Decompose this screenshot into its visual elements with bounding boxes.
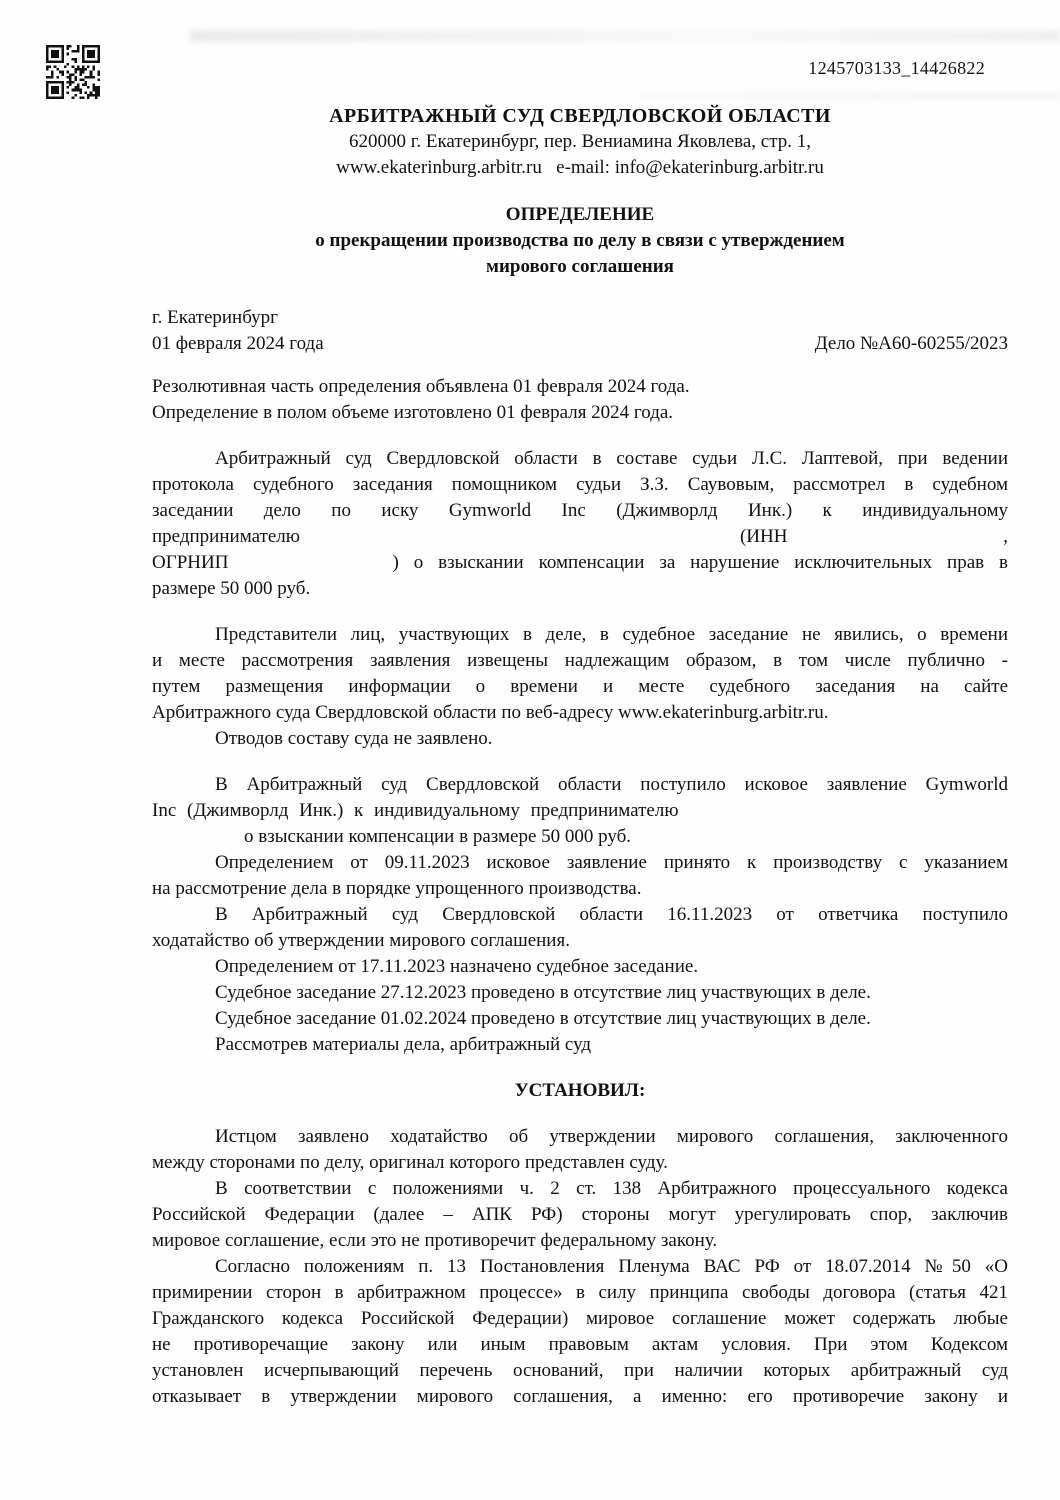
doc-line: Судебное заседание 01.02.2024 проведено в отсутствие лиц участвующих в деле. xyxy=(215,1008,871,1029)
doc-line: Резолютивная часть определения объявлена 01 февраля 2024 года. xyxy=(152,376,690,397)
doc-line: Судебное заседание 27.12.2023 проведено в отсутствие лиц участвующих в деле. xyxy=(215,982,871,1003)
qr-code xyxy=(46,44,100,100)
doc-line: Представители лиц, участвующих в деле, в судебное заседание не явились, о времени xyxy=(215,624,1008,645)
doc-line xyxy=(152,602,1008,622)
case-number: Дело №А60-60255/2023 xyxy=(814,333,1008,354)
date-case-row xyxy=(152,331,1008,357)
doc-line-segment: ОГРНИП xyxy=(152,552,229,573)
doc-line xyxy=(152,752,1008,772)
doc-line: Согласно положениям п. 13 Постановления Пленума ВАС РФ от 18.07.2014 №50 «О xyxy=(215,1256,1008,1277)
doc-line: Арбитражного суда Свердловской области по веб-адресу www.ekaterinburg.arbitr.ru. xyxy=(152,702,829,723)
doc-line: о взыскании компенсации в размере 50 000 руб. xyxy=(244,826,632,847)
doc-line-segment: , xyxy=(1003,526,1008,547)
doc-line: установлен исчерпывающий перечень оснований, при наличии которых арбитражный суд xyxy=(152,1360,1008,1381)
doc-line-segment: (ИНН xyxy=(739,526,788,547)
document-title xyxy=(152,202,1008,280)
letterhead xyxy=(152,103,1008,181)
doc-line: Определение в полом объеме изготовлено 01 февраля 2024 года. xyxy=(152,402,674,423)
doc-line: между сторонами по делу, оригинал которого представлен суду. xyxy=(152,1152,668,1173)
document-body xyxy=(152,374,1008,1410)
doc-line: на рассмотрение дела в порядке упрощенного производства. xyxy=(152,878,642,899)
doc-line: Inc (Джимворлд Инк.) к индивидуальному предпринимателю xyxy=(152,800,679,821)
doc-line: путем размещения информации о времени и месте судебного заседания на сайте xyxy=(152,676,1008,697)
doc-line xyxy=(152,1104,1008,1124)
doc-line: В Арбитражный суд Свердловской области поступило исковое заявление Gymworld xyxy=(215,774,1008,795)
document-number: 1245703133_14426822 xyxy=(808,58,985,78)
doc-line: и месте рассмотрения заявления извещены надлежащим образом, в том числе публично - xyxy=(152,650,1008,671)
doc-line: мировое соглашение, если это не противоречит федеральному закону. xyxy=(152,1230,718,1251)
doc-line: размере 50 000 руб. xyxy=(152,578,311,599)
scan-artifact xyxy=(190,30,1060,42)
doc-line xyxy=(152,524,1008,550)
scan-artifact xyxy=(640,92,1060,100)
doc-line xyxy=(152,426,1008,446)
doc-line: УСТАНОВИЛ: xyxy=(514,1080,646,1101)
court-address: 620000 г. Екатеринбург, пер. Вениамина Яковлева, стр. 1, xyxy=(348,131,812,152)
doc-line: примирении сторон в арбитражном процессе» в силу принципа свободы договора (статья 421 xyxy=(152,1282,1008,1303)
doc-line: ходатайство об утверждении мирового соглашения. xyxy=(152,930,570,951)
title-line-1: ОПРЕДЕЛЕНИЕ xyxy=(505,204,655,225)
decision-date: 01 февраля 2024 года xyxy=(152,333,324,354)
doc-line: Рассмотрев материалы дела, арбитражный суд xyxy=(215,1034,592,1055)
title-line-3: мирового соглашения xyxy=(486,256,674,277)
doc-line: заседании дело по иску Gymworld Inc (Джимворлд Инк.) к индивидуальному xyxy=(152,500,1008,521)
court-name: АРБИТРАЖНЫЙ СУД СВЕРДЛОВСКОЙ ОБЛАСТИ xyxy=(329,105,831,127)
doc-line xyxy=(152,1058,1008,1078)
doc-line: отказывает в утверждении мирового соглашения, а именно: его противоречие закону и xyxy=(152,1386,1008,1407)
doc-line: Отводов составу суда не заявлено. xyxy=(215,728,493,749)
doc-line: Определением от 09.11.2023 исковое заявление принято к производству с указанием xyxy=(215,852,1008,873)
doc-line: В соответствии с положениями ч. 2 ст. 138 Арбитражного процессуального кодекса xyxy=(215,1178,1008,1199)
doc-line: В Арбитражный суд Свердловской области 16.11.2023 от ответчика поступило xyxy=(215,904,1008,925)
city-label: г. Екатеринбург xyxy=(152,307,278,328)
doc-line: Российской Федерации (далее – АПК РФ) стороны могут урегулировать спор, заключив xyxy=(152,1204,1008,1225)
doc-line: Истцом заявлено ходатайство об утверждении мирового соглашения, заключенного xyxy=(215,1126,1008,1147)
doc-line-segment: предпринимателю xyxy=(152,526,300,547)
title-line-2: о прекращении производства по делу в связи с утверждением xyxy=(315,230,845,251)
doc-line: Определением от 17.11.2023 назначено судебное заседание. xyxy=(215,956,699,977)
doc-line: не противоречащие закону или иным правовым актам условия. При этом Кодексом xyxy=(152,1334,1008,1355)
court-web-email: www.ekaterinburg.arbitr.ru e-mail: info@ekaterinburg.arbitr.ru xyxy=(336,157,824,178)
doc-line: Гражданского кодекса Российской Федерации) мировое соглашение может содержать любые xyxy=(152,1308,1008,1329)
doc-line: протокола судебного заседания помощником судьи З.З. Саувовым, рассмотрел в судебном xyxy=(152,474,1008,495)
doc-line-segment: ) о взыскании компенсации за нарушение исключительных прав в xyxy=(392,552,1008,573)
doc-line: Арбитражный суд Свердловской области в составе судьи Л.С. Лаптевой, при ведении xyxy=(215,448,1008,469)
doc-line xyxy=(152,550,1008,576)
